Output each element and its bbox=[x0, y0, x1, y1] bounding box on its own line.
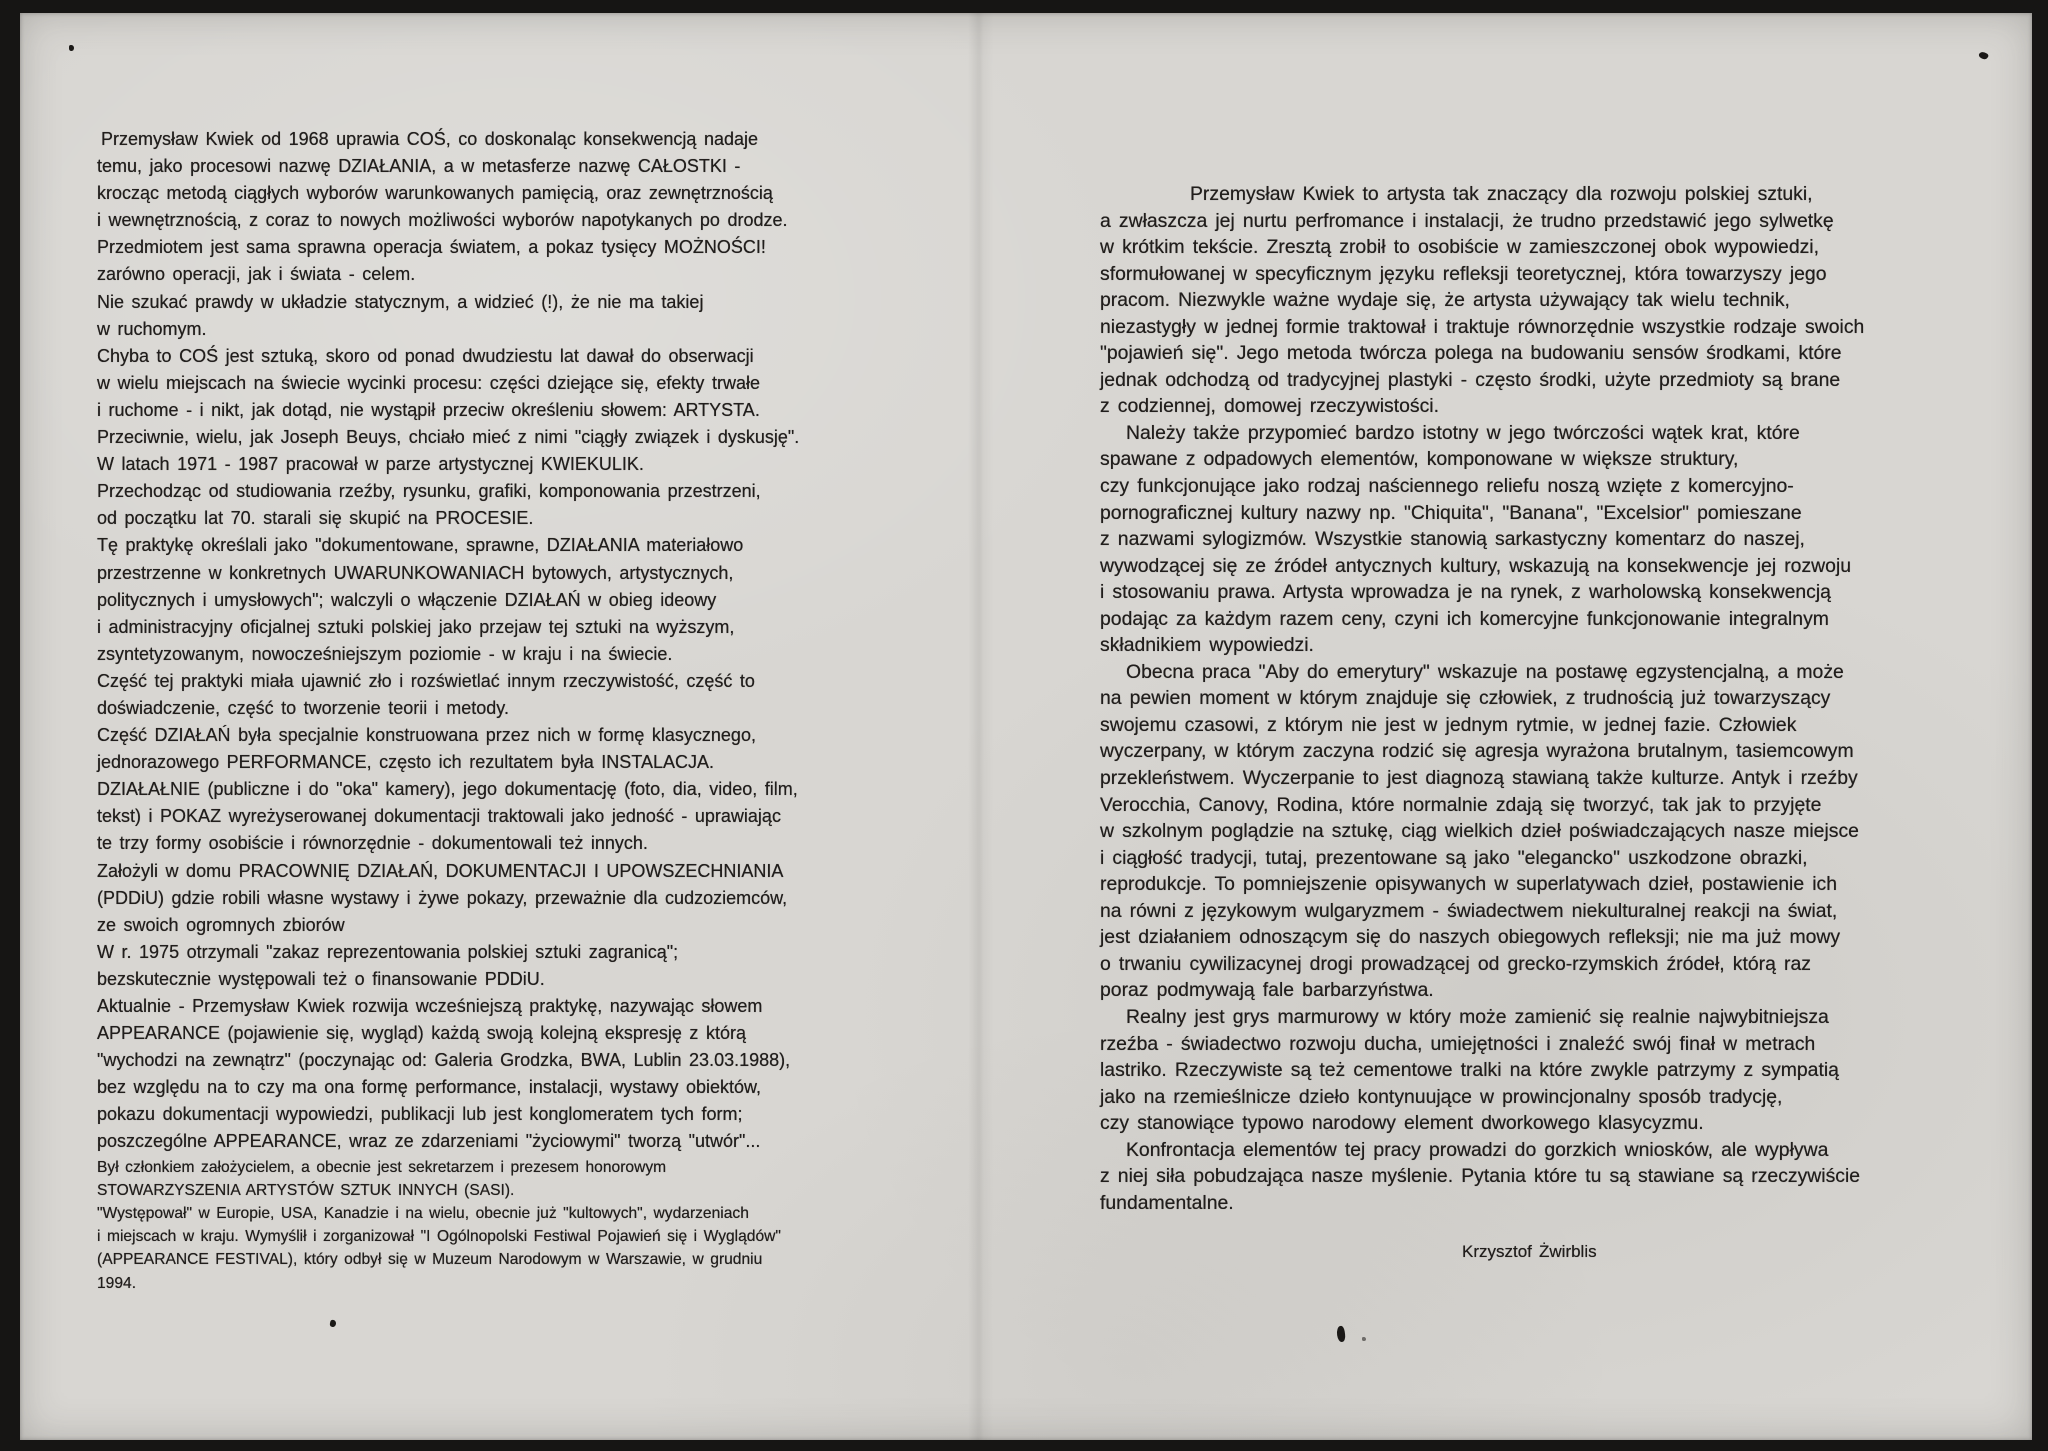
text-line: w ruchomym. bbox=[97, 318, 207, 339]
text-line: Aktualnie - Przemysław Kwiek rozwija wcześniejszą praktykę, nazywając słowem bbox=[97, 996, 763, 1016]
text-line: sformułowanej w specyficznym języku refleksji teoretycznej, która towarzyszy jego bbox=[1100, 262, 1827, 285]
text-line: Nie szukać prawdy w układzie statycznym, a widzieć (!), że nie ma takiej bbox=[97, 291, 704, 312]
text-line: składnikiem wypowiedzi. bbox=[1100, 634, 1314, 657]
text-line: wywodzącej się ze źródeł antycznych kultury, wskazują na konsekwencje jej rozwoju bbox=[1100, 554, 1852, 577]
text-line: czy funkcjonujące jako rodzaj naściennego reliefu noszą wzięte z komercyjno- bbox=[1100, 475, 1794, 498]
text-line: Tę praktykę określali jako "dokumentowane, sprawne, DZIAŁANIA materiałowo bbox=[97, 535, 744, 556]
ink-speck bbox=[69, 45, 74, 51]
text-line: reprodukcje. To pomniejszenie opisywanych w superlatywach dzieł, postawienie ich bbox=[1100, 873, 1838, 896]
text-line: czy stanowiące typowo narodowy element dworkowego klasycyzmu. bbox=[1100, 1112, 1704, 1135]
text-line: pracom. Niezwykle ważne wydaje się, że artysta używający tak wielu technik, bbox=[1100, 289, 1790, 312]
text-line: pornograficznej kultury nazwy np. "Chiquita", "Banana", "Excelsior" pomieszane bbox=[1100, 501, 1802, 524]
text-line: APPEARANCE (pojawienie się, wygląd) każdą swoją kolejną ekspresję z którą bbox=[97, 1023, 746, 1044]
text-line: W r. 1975 otrzymali "zakaz reprezentowania polskiej sztuki zagranicą"; bbox=[97, 941, 679, 962]
text-line: spawane z odpadowych elementów, komponowane w większe struktury, bbox=[1100, 448, 1739, 471]
text-line: temu, jako procesowi nazwę DZIAŁANIA, a w metasferze nazwę CAŁOSTKI - bbox=[97, 156, 741, 177]
text-line: z niej siła pobudzająca nasze myślenie. Pytania które tu są stawiane są rzeczywiście bbox=[1100, 1165, 1861, 1188]
text-line: o trwaniu cywilizacynej drogi prowadzącej od grecko-rzymskich źródeł, którą raz bbox=[1100, 952, 1811, 975]
text-line: jako na rzemieślnicze dzieło kontynuujące w prowincjonalny sposób tradycję, bbox=[1100, 1085, 1783, 1108]
text-line: politycznych i umysłowych"; walczyli o włączenie DZIAŁAŃ w obieg ideowy bbox=[97, 589, 717, 610]
text-line: a zwłaszcza jej nurtu perfromance i instalacji, że trudno przedstawić jego sylwetkę bbox=[1100, 209, 1834, 232]
text-line: i administracyjny oficjalnej sztuki polskiej jako przejaw tej sztuki na wyższym, bbox=[97, 616, 735, 637]
text-line: bezskutecznie występowali też o finansowanie PDDiU. bbox=[97, 968, 545, 989]
ink-speck bbox=[1362, 1337, 1366, 1341]
text-line: Verocchia, Canovy, Rodina, które normalnie zdają się tworzyć, tak jak to przyjęte bbox=[1100, 793, 1822, 816]
text-line: DZIAŁAŁNIE (publiczne i do "oka" kamery), jego dokumentację (foto, dia, video, film, bbox=[97, 779, 798, 800]
page-fold bbox=[968, 13, 994, 1440]
text-line: z codziennej, domowej rzeczywistości. bbox=[1100, 395, 1439, 418]
author-signature: Krzysztof Żwirblis bbox=[1462, 1242, 1597, 1261]
text-line: niezastygły w jednej formie traktował i traktuje równorzędnie wszystkie rodzaje swoich bbox=[1100, 315, 1865, 338]
text-line: w krótkim tekście. Zresztą zrobił to osobiście w zamieszczonej obok wypowiedzi, bbox=[1100, 236, 1820, 259]
text-line: zarówno operacji, jak i świata - celem. bbox=[97, 264, 416, 285]
text-line: tekst) i POKAZ wyreżyserowanej dokumentacji traktowali jako jedność - uprawiając bbox=[97, 806, 781, 827]
text-line: w szkolnym poglądzie na sztukę, ciąg wielkich dzieł poświadczających nasze miejsce bbox=[1100, 820, 1859, 843]
text-line: z nazwami sylogizmów. Wszystkie stanowią sarkastyczny komentarz do naszej, bbox=[1100, 528, 1805, 551]
text-line: te trzy formy osobiście i równorzędnie - dokumentowali też innych. bbox=[97, 833, 648, 854]
text-line: i stosowaniu prawa. Artysta wprowadza je na rynek, z warholowską konsekwencją bbox=[1100, 581, 1831, 604]
text-line: Należy także przypomieć bardzo istotny w jego twórczości wątek krat, które bbox=[1126, 421, 1800, 444]
text-line: STOWARZYSZENIA ARTYSTÓW SZTUK INNYCH (SASI). bbox=[97, 1181, 515, 1199]
text-line: fundamentalne. bbox=[1100, 1191, 1234, 1214]
text-line: i ciągłość tradycji, tutaj, prezentowane są jako "elegancko" uszkodzone obrazki, bbox=[1100, 846, 1808, 869]
text-line: podając za każdym razem ceny, czyni ich komercyjne funkcjonowanie integralnym bbox=[1100, 607, 1829, 630]
text-line: od początku lat 70. starali się skupić na PROCESIE. bbox=[97, 508, 534, 529]
right-page-text bbox=[1100, 181, 1992, 1216]
text-line: Konfrontacja elementów tej pracy prowadzi do gorzkich wniosków, ale wypływa bbox=[1126, 1138, 1829, 1161]
text-line: jednorazowego PERFORMANCE, często ich rezultatem była INSTALACJA. bbox=[97, 752, 715, 773]
text-line: pokazu dokumentacji wypowiedzi, publikacji lub jest konglomeratem tych form; bbox=[97, 1104, 743, 1125]
text-line: Przechodząc od studiowania rzeźby, rysunku, grafiki, komponowania przestrzeni, bbox=[97, 481, 761, 502]
text-line: Przemysław Kwiek od 1968 uprawia COŚ, co doskonaląc konsekwencją nadaje bbox=[101, 129, 759, 149]
text-line: Założyli w domu PRACOWNIĘ DZIAŁAŃ, DOKUMENTACJI I UPOWSZECHNIANIA bbox=[97, 860, 784, 881]
text-line: i ruchome - i nikt, jak dotąd, nie wystąpił przeciw określeniu słowem: ARTYSTA. bbox=[97, 399, 760, 420]
text-line: (PDDiU) gdzie robili własne wystawy i żywe pokazy, przeważnie dla cudzoziemców, bbox=[97, 887, 788, 908]
text-line: na pewien moment w którym znajduje się człowiek, z trudnością już towarzyszący bbox=[1100, 687, 1831, 710]
text-line: i miejscach w kraju. Wymyślił i zorganizował "I Ogólnopolski Festiwal Pojawień się i Wyglądów" bbox=[97, 1228, 781, 1246]
text-line: poraz podmywają fale barbarzyństwa. bbox=[1100, 979, 1434, 1002]
text-line: Chyba to COŚ jest sztuką, skoro od ponad dwudziestu lat dawał do obserwacji bbox=[97, 345, 754, 366]
text-line: Część tej praktyki miała ujawnić zło i rozświetlać innym rzeczywistość, część to bbox=[97, 670, 755, 691]
text-line: doświadczenie, część to tworzenie teorii i metody. bbox=[97, 697, 509, 718]
text-line: (APPEARANCE FESTIVAL), który odbył się w Muzeum Narodowym w Warszawie, w grudniu bbox=[97, 1251, 763, 1269]
text-line: zsyntetyzowanym, nowocześniejszym poziomie - w kraju i na świecie. bbox=[97, 643, 673, 664]
text-line: przekleństwem. Wyczerpanie to jest diagnozą stawianą także kulturze. Antyk i rzeźby bbox=[1100, 767, 1858, 790]
text-line: na równi z językowym wulgaryzmem - świadectwem niekulturalnej reakcji na świat, bbox=[1100, 899, 1838, 922]
text-line: Przemysław Kwiek to artysta tak znaczący dla rozwoju polskiej sztuki, bbox=[1190, 183, 1813, 205]
text-line: W latach 1971 - 1987 pracował w parze artystycznej KWIEKULIK. bbox=[97, 454, 644, 475]
text-line: Obecna praca "Aby do emerytury" wskazuje na postawę egzystencjalną, a może bbox=[1126, 660, 1844, 683]
text-line: "wychodzi na zewnątrz" (poczynając od: Galeria Grodzka, BWA, Lublin 23.03.1988), bbox=[97, 1050, 791, 1071]
text-line: i wewnętrznością, z coraz to nowych możliwości wyborów napotykanych po drodze. bbox=[97, 210, 788, 231]
text-line: "Występował" w Europie, USA, Kanadzie i na wielu, obecnie już "kultowych", wydarzeniach bbox=[97, 1204, 749, 1222]
text-line: przestrzenne w konkretnych UWARUNKOWANIACH bytowych, artystycznych, bbox=[97, 562, 734, 583]
text-line: poszczególne APPEARANCE, wraz ze zdarzeniami "życiowymi" tworzą "utwór"... bbox=[97, 1131, 761, 1152]
text-line: jest działaniem odnoszącym się do naszych obiegowych refleksji; nie ma już mowy bbox=[1100, 926, 1841, 949]
text-line: Przedmiotem jest sama sprawna operacja światem, a pokaz tysięcy MOŻNOŚCI! bbox=[97, 237, 766, 258]
text-line: krocząc metodą ciągłych wyborów warunkowanych pamięcią, oraz zewnętrznością bbox=[97, 183, 773, 204]
text-line: Realny jest grys marmurowy w który może zamienić się realnie najwybitniejsza bbox=[1126, 1005, 1829, 1028]
left-page-text bbox=[97, 126, 814, 1295]
text-line: Część DZIAŁAŃ była specjalnie konstruowana przez nich w formę klasycznego, bbox=[97, 725, 756, 746]
text-line: Był członkiem założycielem, a obecnie jest sekretarzem i prezesem honorowym bbox=[97, 1158, 667, 1176]
text-line: Przeciwnie, wielu, jak Joseph Beuys, chciało mieć z nimi "ciągły związek i dyskusję". bbox=[97, 427, 800, 448]
text-line: lastriko. Rzeczywiste są też cementowe tralki na które zwykle patrzymy z sympatią bbox=[1100, 1059, 1839, 1082]
text-line: rzeźba - świadectwo rozwoju ducha, umiejętności i znaleźć swój finał w metrach bbox=[1100, 1032, 1816, 1055]
text-line: swojemu czasowi, z którym nie jest w jednym rytmie, w jednej fazie. Człowiek bbox=[1100, 713, 1797, 736]
text-line: wyczerpany, w którym zaczyna rodzić się agresja wyrażona brutalnym, tasiemcowym bbox=[1100, 740, 1854, 763]
text-line: 1994. bbox=[97, 1274, 137, 1292]
text-line: bez względu na to czy ma ona formę performance, instalacji, wystawy obiektów, bbox=[97, 1077, 762, 1098]
text-line: jednak odchodzą od tradycyjnej plastyki - często środki, użyte przedmioty są brane bbox=[1100, 368, 1841, 391]
text-line: ze swoich ogromnych zbiorów bbox=[97, 914, 345, 935]
text-line: "pojawień się". Jego metoda twórcza polega na budowaniu sensów środkami, które bbox=[1100, 342, 1842, 365]
text-line: w wielu miejscach na świecie wycinki procesu: części dziejące się, efekty trwałe bbox=[97, 372, 760, 393]
